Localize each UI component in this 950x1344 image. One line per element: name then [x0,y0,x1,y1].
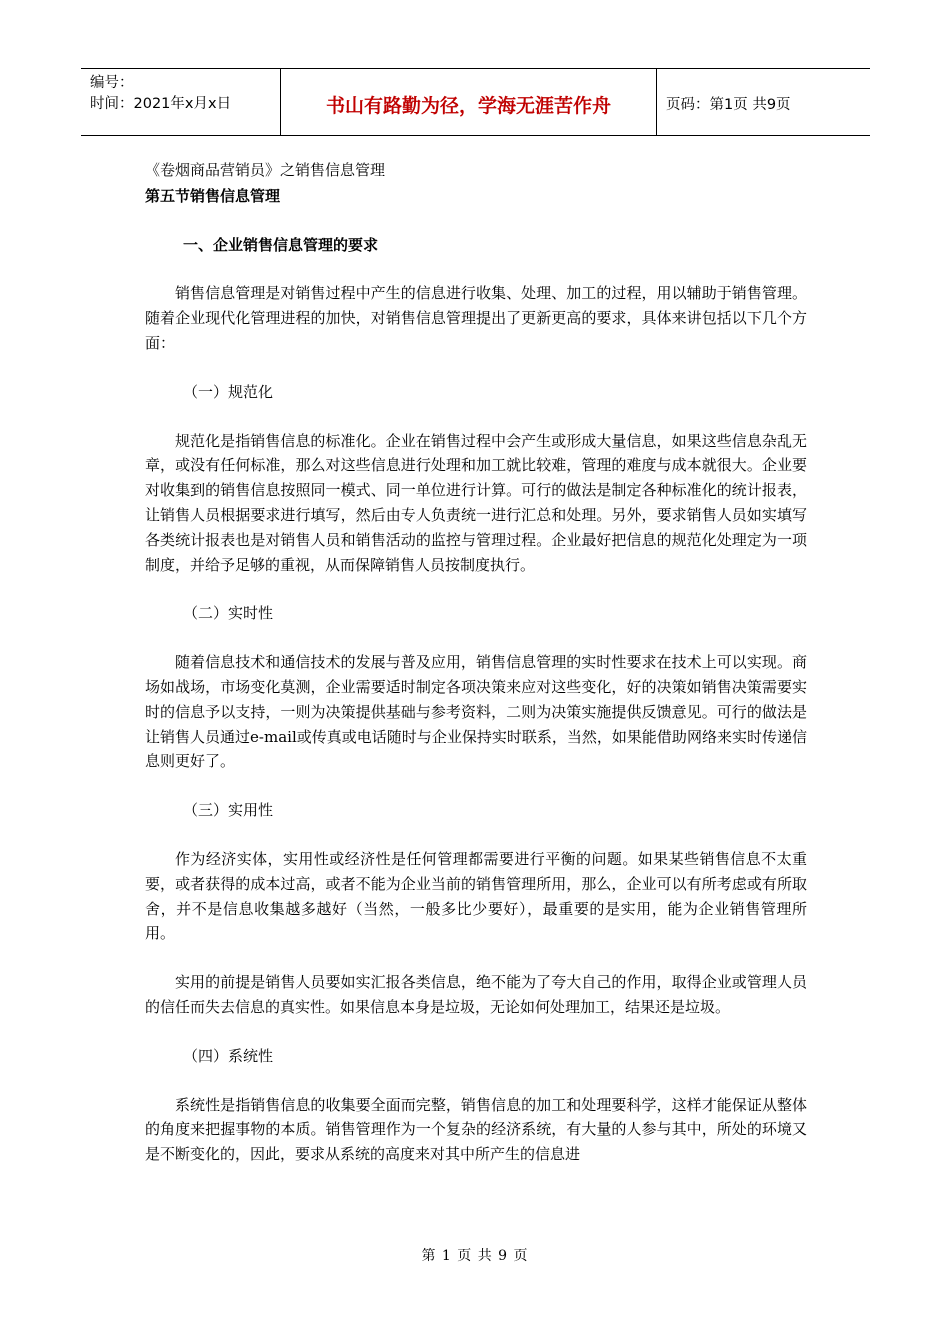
paragraph-3b: 实用的前提是销售人员要如实汇报各类信息，绝不能为了夸大自己的作用，取得企业或管理人员的信任而失去信息的真实性。如果信息本身是垃圾，无论如何处理加工，结果还是垃圾。 [145,973,807,1016]
header-page-label: 页码：第1页 共9页 [666,96,791,113]
paragraph-3a: 作为经济实体，实用性或经济性是任何管理都需要进行平衡的问题。如果某些销售信息不太重要，或者获得的成本过高，或者不能为企业当前的销售管理所用，那么，企业可以有所考虑或有所取舍，并不是信息收集越多越好（当然，一般多比少要好），最重要的是实用，能为企业销售管理所用。 [145,849,807,943]
header-table [81,68,870,136]
code-label: 编号： [90,75,134,91]
time-label: 时间：2021年x月x日 [90,96,232,112]
subheading-2: （二）实时性 [183,604,274,623]
paragraph-2: 随着信息技术和通信技术的发展与普及应用，销售信息管理的实时性要求在技术上可以实现。商场如战场，市场变化莫测，企业需要适时制定各项决策来应对这些变化，好的决策如销售决策需要实时的信息予以支持，一则为决策提供基础与参考资料，二则为决策实施提供反馈意见。可行的做法是让销售人员通过e-mail或传真或电话随时与企业保持实时联系，当然，如果能借助网络来实时传递信息则更好了。 [145,653,807,771]
paragraph-4: 系统性是指销售信息的收集要全面而完整，销售信息的加工和处理要科学，这样才能保证从整体的角度来把握事物的本质。销售管理作为一个复杂的经济系统，有大量的人参与其中，所处的环境又是不断变化的，因此，要求从系统的高度来对其中所产生的信息进 [145,1095,807,1164]
subheading-1: （一）规范化 [183,382,274,401]
header-motto: 书山有路勤为径，学海无涯苦作舟 [281,69,657,135]
heading-1: 一、企业销售信息管理的要求 [183,235,379,254]
page-footer: 第 1 页 共 9 页 [421,1248,529,1264]
document-body [145,158,807,1167]
subheading-4: （四）系统性 [183,1046,274,1065]
source-title: 《卷烟商品营销员》之销售信息管理 [145,161,386,179]
paragraph-1: 规范化是指销售信息的标准化。企业在销售过程中会产生或形成大量信息，如果这些信息杂乱无章，或没有任何标准，那么对这些信息进行处理和加工就比较难，管理的难度与成本就很大。企业要对收集到的销售信息按照同一模式、同一单位进行计算。可行的做法是制定各种标准化的统计报表，让销售人员根据要求进行填写，然后由专人负责统一进行汇总和处理。另外，要求销售人员如实填写各类统计报表也是对销售人员和销售活动的监控与管理过程。企业最好把信息的规范化处理定为一项制度，并给予足够的重视，从而保障销售人员按制度执行。 [145,431,807,574]
subheading-3: （三）实用性 [183,801,274,820]
intro-paragraph: 销售信息管理是对销售过程中产生的信息进行收集、处理、加工的过程，用以辅助于销售管理。随着企业现代化管理进程的加快，对销售信息管理提出了更新更高的要求，具体来讲包括以下几个方面： [145,284,807,352]
section-title: 第五节销售信息管理 [145,186,281,205]
header-left-cell [81,69,281,135]
